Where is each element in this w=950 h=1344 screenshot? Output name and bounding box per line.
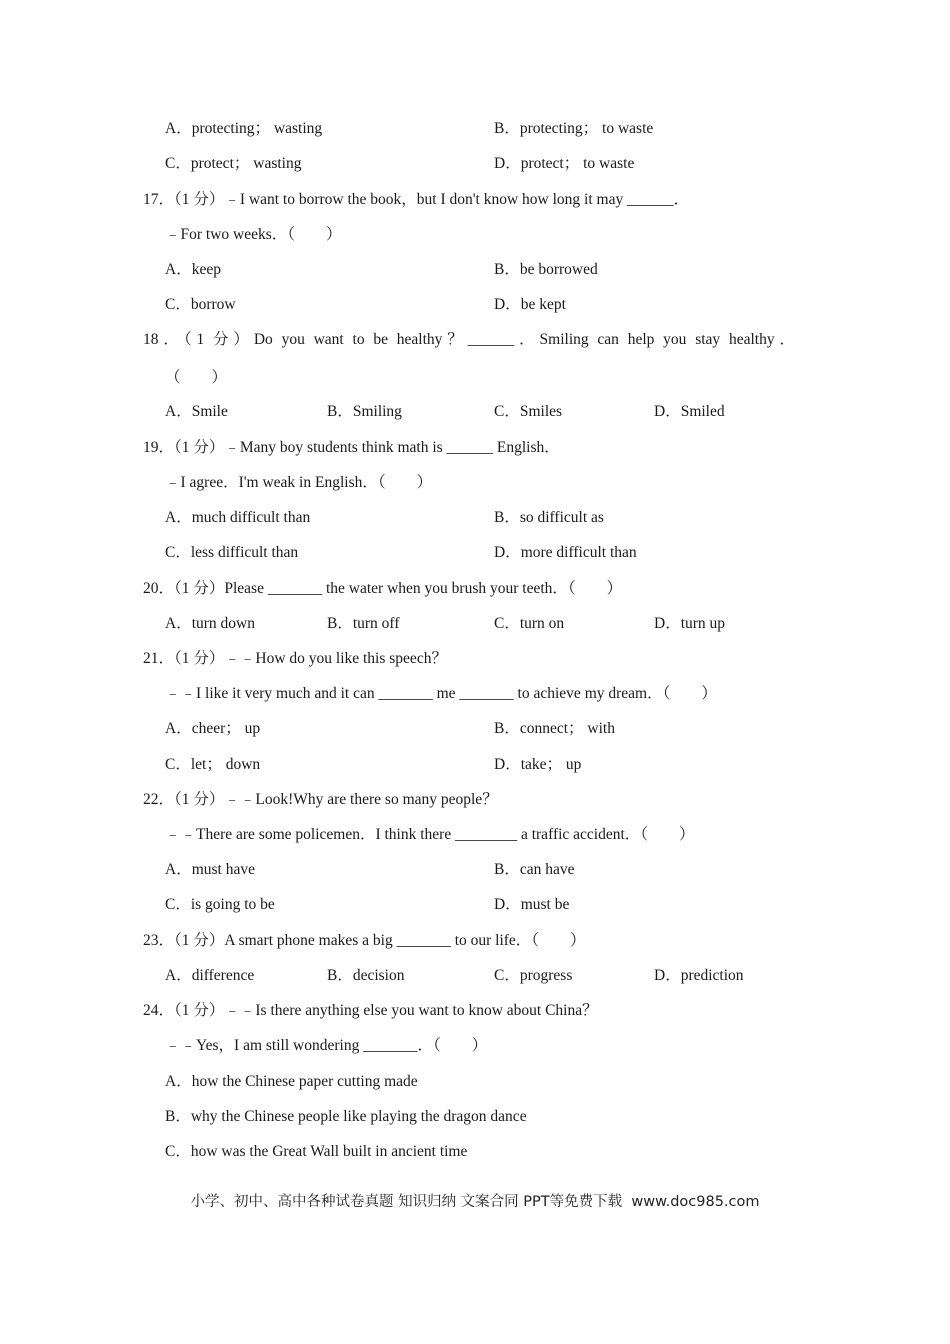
option-c: C．Smiles	[494, 403, 563, 420]
question-22-reply: ﹣﹣There are some policemen．I think there ________ a traffic accident．（ ）	[165, 826, 695, 843]
option-b: B．can have	[494, 861, 575, 878]
page-footer: 小学、初中、高中各种试卷真题 知识归纳 文案合同 PPT等免费下载 www.doc985.com	[190, 1194, 760, 1210]
option-b: B．be borrowed	[494, 261, 598, 278]
option-a: A．turn down	[165, 615, 255, 632]
question-21: 21．（1 分）﹣﹣How do you like this speech？	[143, 650, 447, 667]
option-c: C．progress	[494, 967, 573, 984]
option-a: A．much difficult than	[165, 509, 311, 526]
option-d: D．be kept	[494, 296, 566, 313]
option-c: C．turn on	[494, 615, 565, 632]
question-17-reply: ﹣For two weeks．（ ）	[165, 226, 342, 243]
option-d: D．Smiled	[654, 403, 725, 420]
option-d: D．take； up	[494, 756, 582, 773]
option-c: C．less difficult than	[165, 544, 299, 561]
option-d: D．turn up	[654, 615, 726, 632]
option-b: B．decision	[327, 967, 405, 984]
option-b: B．protecting； to waste	[494, 120, 654, 137]
option-c: C．is going to be	[165, 896, 275, 913]
question-21-reply: ﹣﹣I like it very much and it can _______ me _______ to achieve my dream．（ ）	[165, 685, 717, 702]
option-b: B．connect； with	[494, 720, 615, 737]
option-d: D．prediction	[654, 967, 744, 984]
option-c: C．how was the Great Wall built in ancient time	[165, 1143, 468, 1160]
question-20: 20．（1 分）Please _______ the water when you brush your teeth．（ ）	[143, 580, 623, 597]
option-b: B．turn off	[327, 615, 400, 632]
option-a: A．cheer； up	[165, 720, 261, 737]
option-a: A．protecting； wasting	[165, 120, 323, 137]
option-a: A．Smile	[165, 403, 228, 420]
option-b: B．so difficult as	[494, 509, 604, 526]
option-d: D．more difficult than	[494, 544, 637, 561]
option-b: B．Smiling	[327, 403, 402, 420]
option-c: C．let； down	[165, 756, 261, 773]
question-17: 17．（1 分）﹣I want to borrow the book，but I don't know how long it may ______．	[143, 191, 690, 208]
option-d: D．protect； to waste	[494, 155, 635, 172]
option-a: A．keep	[165, 261, 221, 278]
question-19: 19．（1 分）﹣Many boy students think math is ______ English．	[143, 439, 560, 456]
question-19-reply: ﹣I agree．I'm weak in English．（ ）	[165, 474, 433, 491]
question-18: 18．（1 分）Do you want to be healthy？______．Smiling can help you stay healthy．	[143, 331, 795, 348]
option-d: D．must be	[494, 896, 570, 913]
option-c: C．protect； wasting	[165, 155, 302, 172]
question-18-bracket: （ ）	[165, 369, 228, 386]
option-a: A．must have	[165, 861, 255, 878]
question-24: 24．（1 分）﹣﹣Is there anything else you want to know about China？	[143, 1002, 598, 1019]
question-22: 22．（1 分）﹣﹣Look!Why are there so many people？	[143, 791, 498, 808]
option-c: C．borrow	[165, 296, 236, 313]
question-24-reply: ﹣﹣Yes，I am still wondering _______．（ ）	[165, 1037, 488, 1054]
option-b: B．why the Chinese people like playing the dragon dance	[165, 1108, 527, 1125]
question-23: 23．（1 分）A smart phone makes a big _______ to our life．（ ）	[143, 932, 586, 949]
option-a: A．how the Chinese paper cutting made	[165, 1073, 418, 1090]
option-a: A．difference	[165, 967, 255, 984]
